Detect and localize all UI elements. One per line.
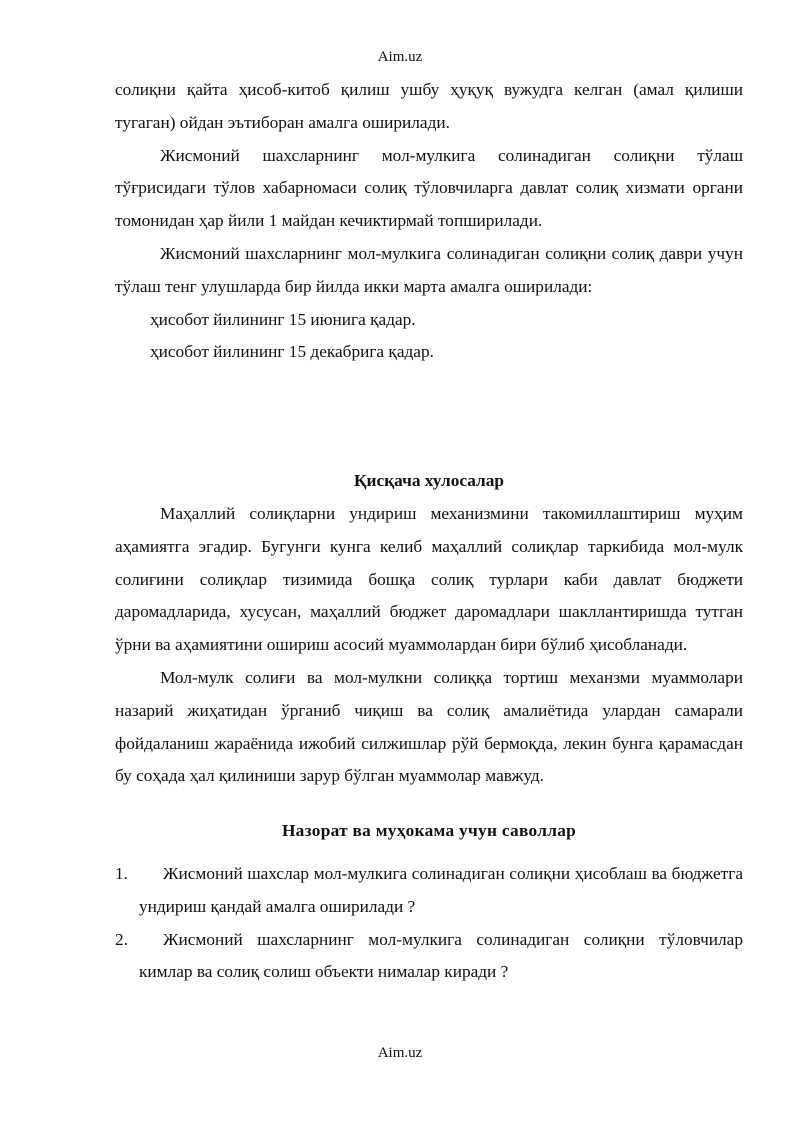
- question-text: Жисмоний шахсларнинг мол-мулкига солинадиган солиқни тўловчилар кимлар ва солиқ солиш объекти нималар киради ?: [139, 929, 743, 982]
- paragraph-summary-2: Мол-мулк солиғи ва мол-мулкни солиққа тортиш механзми муаммолари назарий жиҳатидан ўрганиб чиқиш ва солиқ амалиётида улардан самарали фойдаланиш жараёнида ижобий силжишлар рўй бермоқда, лекин бунга қарамасдан бу соҳада ҳал қилиниши зарур бўлган муаммолар мавжуд.: [115, 667, 743, 786]
- document-body: [115, 74, 743, 989]
- paragraph-payment-notice: Жисмоний шахсларнинг мол-мулкига солинадиган солиқни тўлаш тўғрисидаги тўлов хабарномаси солиқ тўловчиларга давлат солиқ хизмати органи томонидан ҳар йили 1 майдан кечиктирмай топширилади.: [115, 145, 743, 231]
- question-item: [115, 924, 743, 990]
- question-text: Жисмоний шахслар мол-мулкига солинадиган солиқни ҳисоблаш ва бюджетга ундириш қандай амалга оширилади ?: [139, 863, 743, 916]
- section-heading-summary: Қисқача хулосалар: [354, 471, 504, 491]
- page-header: Aim.uz: [377, 49, 423, 65]
- section-heading-questions: Назорат ва муҳокама учун саволлар: [281, 821, 577, 841]
- paragraph-payment-schedule: Жисмоний шахсларнинг мол-мулкига солинадиган солиқни солиқ даври учун тўлаш тенг улушларда бир йилда икки марта амалга оширилади:: [115, 243, 743, 296]
- paragraph-recalculation: солиқни қайта ҳисоб-китоб қилиш ушбу ҳуқуқ вужудга келган (амал қилиши тугаган) ойдан эътиборан амалга оширилади.: [115, 80, 743, 132]
- list-item: ҳисобот йилининг 15 декабрига қадар.: [150, 342, 434, 362]
- paragraph-summary-1: Маҳаллий солиқларни ундириш механизмини такомиллаштириш муҳим аҳамиятга эгадир. Бугунги кунга келиб маҳаллий солиқлар таркибида мол-мулк солиғини солиқлар тизимида бошқа солиқ турлари каби давлат бюджети даромадларида, хусусан, маҳаллий бюджет даромадлари шакллантиришда тутган ўрни ва аҳамиятини ошириш асосий муаммолардан бири бўлиб ҳисобланади.: [115, 503, 743, 655]
- list-item: ҳисобот йилининг 15 июнига қадар.: [150, 309, 416, 329]
- question-number: 2.: [115, 929, 128, 949]
- page-footer: Aim.uz: [377, 1045, 423, 1061]
- question-item: [115, 858, 743, 924]
- question-number: 1.: [115, 863, 128, 883]
